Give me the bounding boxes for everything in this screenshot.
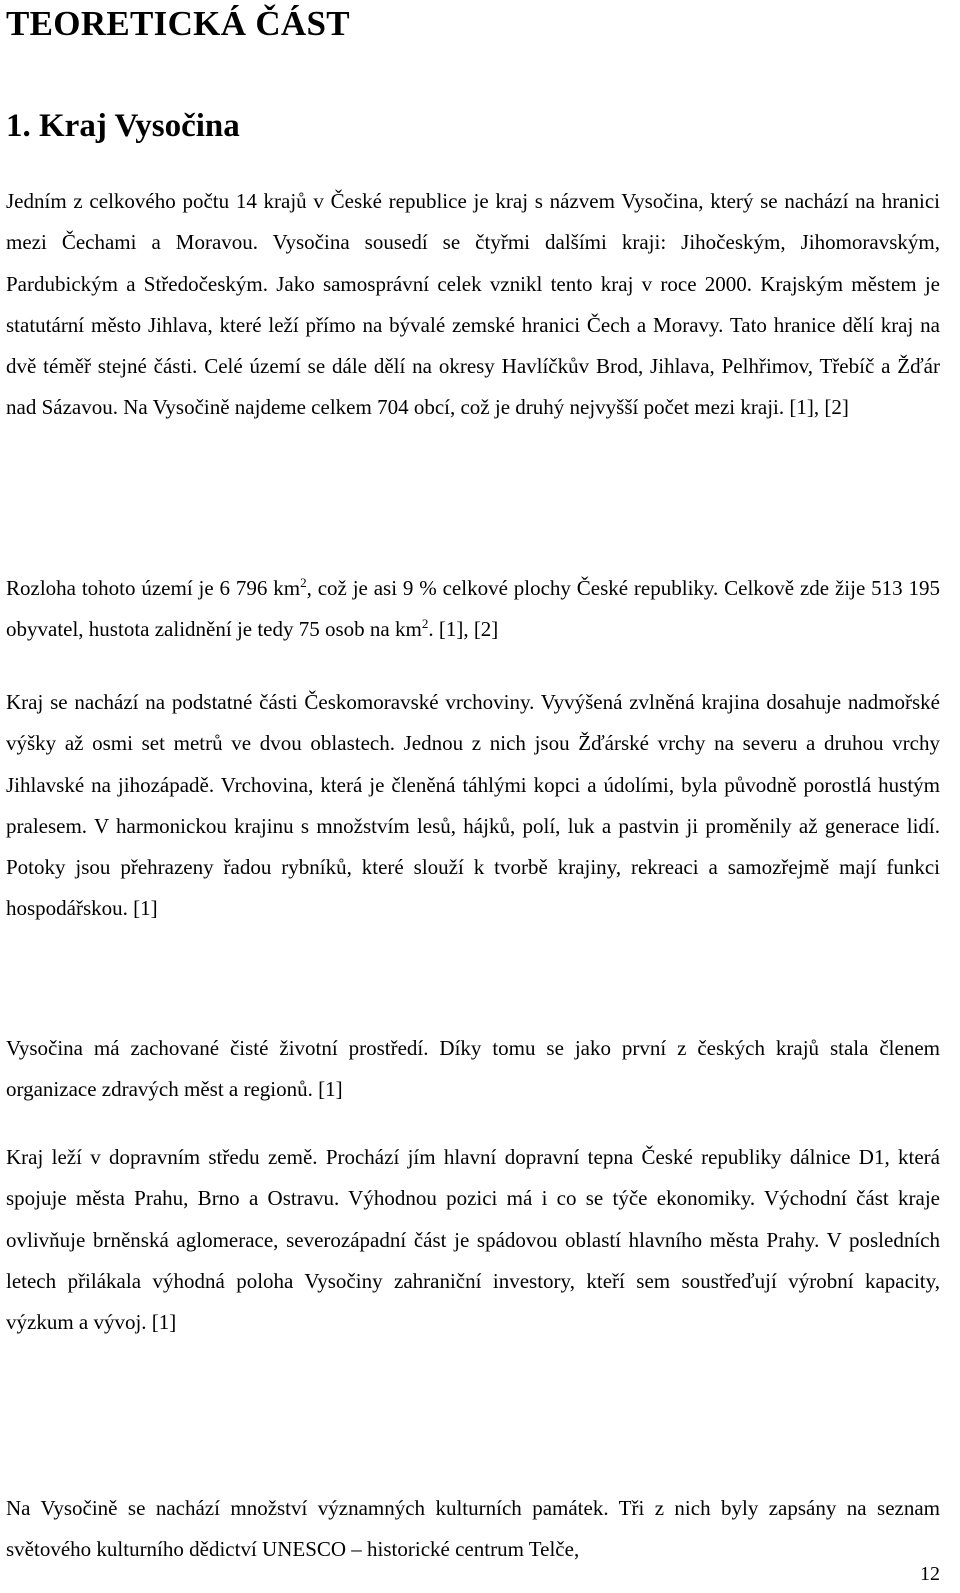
area-text: Rozloha tohoto území je 6 796 km (6, 576, 301, 600)
page-number: 12 (920, 1563, 940, 1585)
paragraph-overview: Jedním z celkového počtu 14 krajů v České republice je kraj s názvem Vysočina, který se nachází na hranici mezi Čechami a Moravou. Vysočina sousedí se čtyřmi dalšími kraji: Jihočeským, Jihomoravským, Pardubickým a Středočeským. Jako samosprávní celek vznikl tento kraj v roce 2000. Krajským městem je statutární město Jihlava, které leží přímo na bývalé zemské hranici Čech a Moravy. Tato hranice dělí kraj na dvě téměř stejné části. Celé území se dále dělí na okresy Havlíčkův Brod, Jihlava, Pelhřimov, Třebíč a Žďár nad Sázavou. Na Vysočině najdeme celkem 704 obcí, což je druhý nejvyšší počet mezi kraji. [1], [2] (6, 189, 940, 420)
citation-text: . [1], [2] (428, 617, 499, 642)
area-superscript: 2 (300, 575, 307, 590)
paragraph-landscape: Kraj se nachází na podstatné části Českomoravské vrchoviny. Vyvýšená zvlněná krajina dosahuje nadmořské výšky až osmi set metrů ve dvou oblastech. Jednou z nich jsou Žďárské vrchy na severu a druhou vrchy Jihlavské na jihozápadě. Vrchovina, která je členěná táhlými kopci a údolími, byla původně porostlá hustým pralesem. V harmonickou krajinu s množstvím lesů, hájků, polí, luk a pastvin ji proměnily až generace lidí. Potoky jsou přehrazeny řadou rybníků, které slouží k tvorbě krajiny, rekreaci a samozřejmě mají funkci hospodářskou. [1] (6, 690, 940, 921)
paragraph-transport: Kraj leží v dopravním středu země. Prochází jím hlavní dopravní tepna České republiky dálnice D1, která spojuje města Prahu, Brno a Ostravu. Výhodnou pozici má i co se týče ekonomiky. Východní část kraje ovlivňuje brněnská aglomerace, severozápadní část je spádovou oblastí hlavního města Prahy. V posledních letech přilákala výhodná poloha Vysočiny zahraniční investory, kteří sem soustřeďují výrobní kapacity, výzkum a vývoj. [1] (6, 1145, 940, 1335)
population-text: , což je asi 9 % celkové plochy České republiky. Celkově zde žije 513 195 obyvatel, hustota zalidnění je tedy 75 osob na km (6, 576, 941, 642)
density-superscript: 2 (421, 616, 429, 632)
paragraph-area-population (6, 568, 940, 651)
part-title: TEORETICKÁ ČÁST (6, 4, 350, 43)
paragraph-culture: Na Vysočině se nachází množství významných kulturních památek. Tři z nich byly zapsány na seznam světového kulturního dědictví UNESCO – historické centrum Telče, (6, 1496, 940, 1562)
paragraph-environment: Vysočina má zachované čisté životní prostředí. Díky tomu se jako první z českých krajů stala členem organizace zdravých měst a regionů. [1] (6, 1036, 940, 1102)
chapter-title: 1. Kraj Vysočina (6, 108, 240, 144)
